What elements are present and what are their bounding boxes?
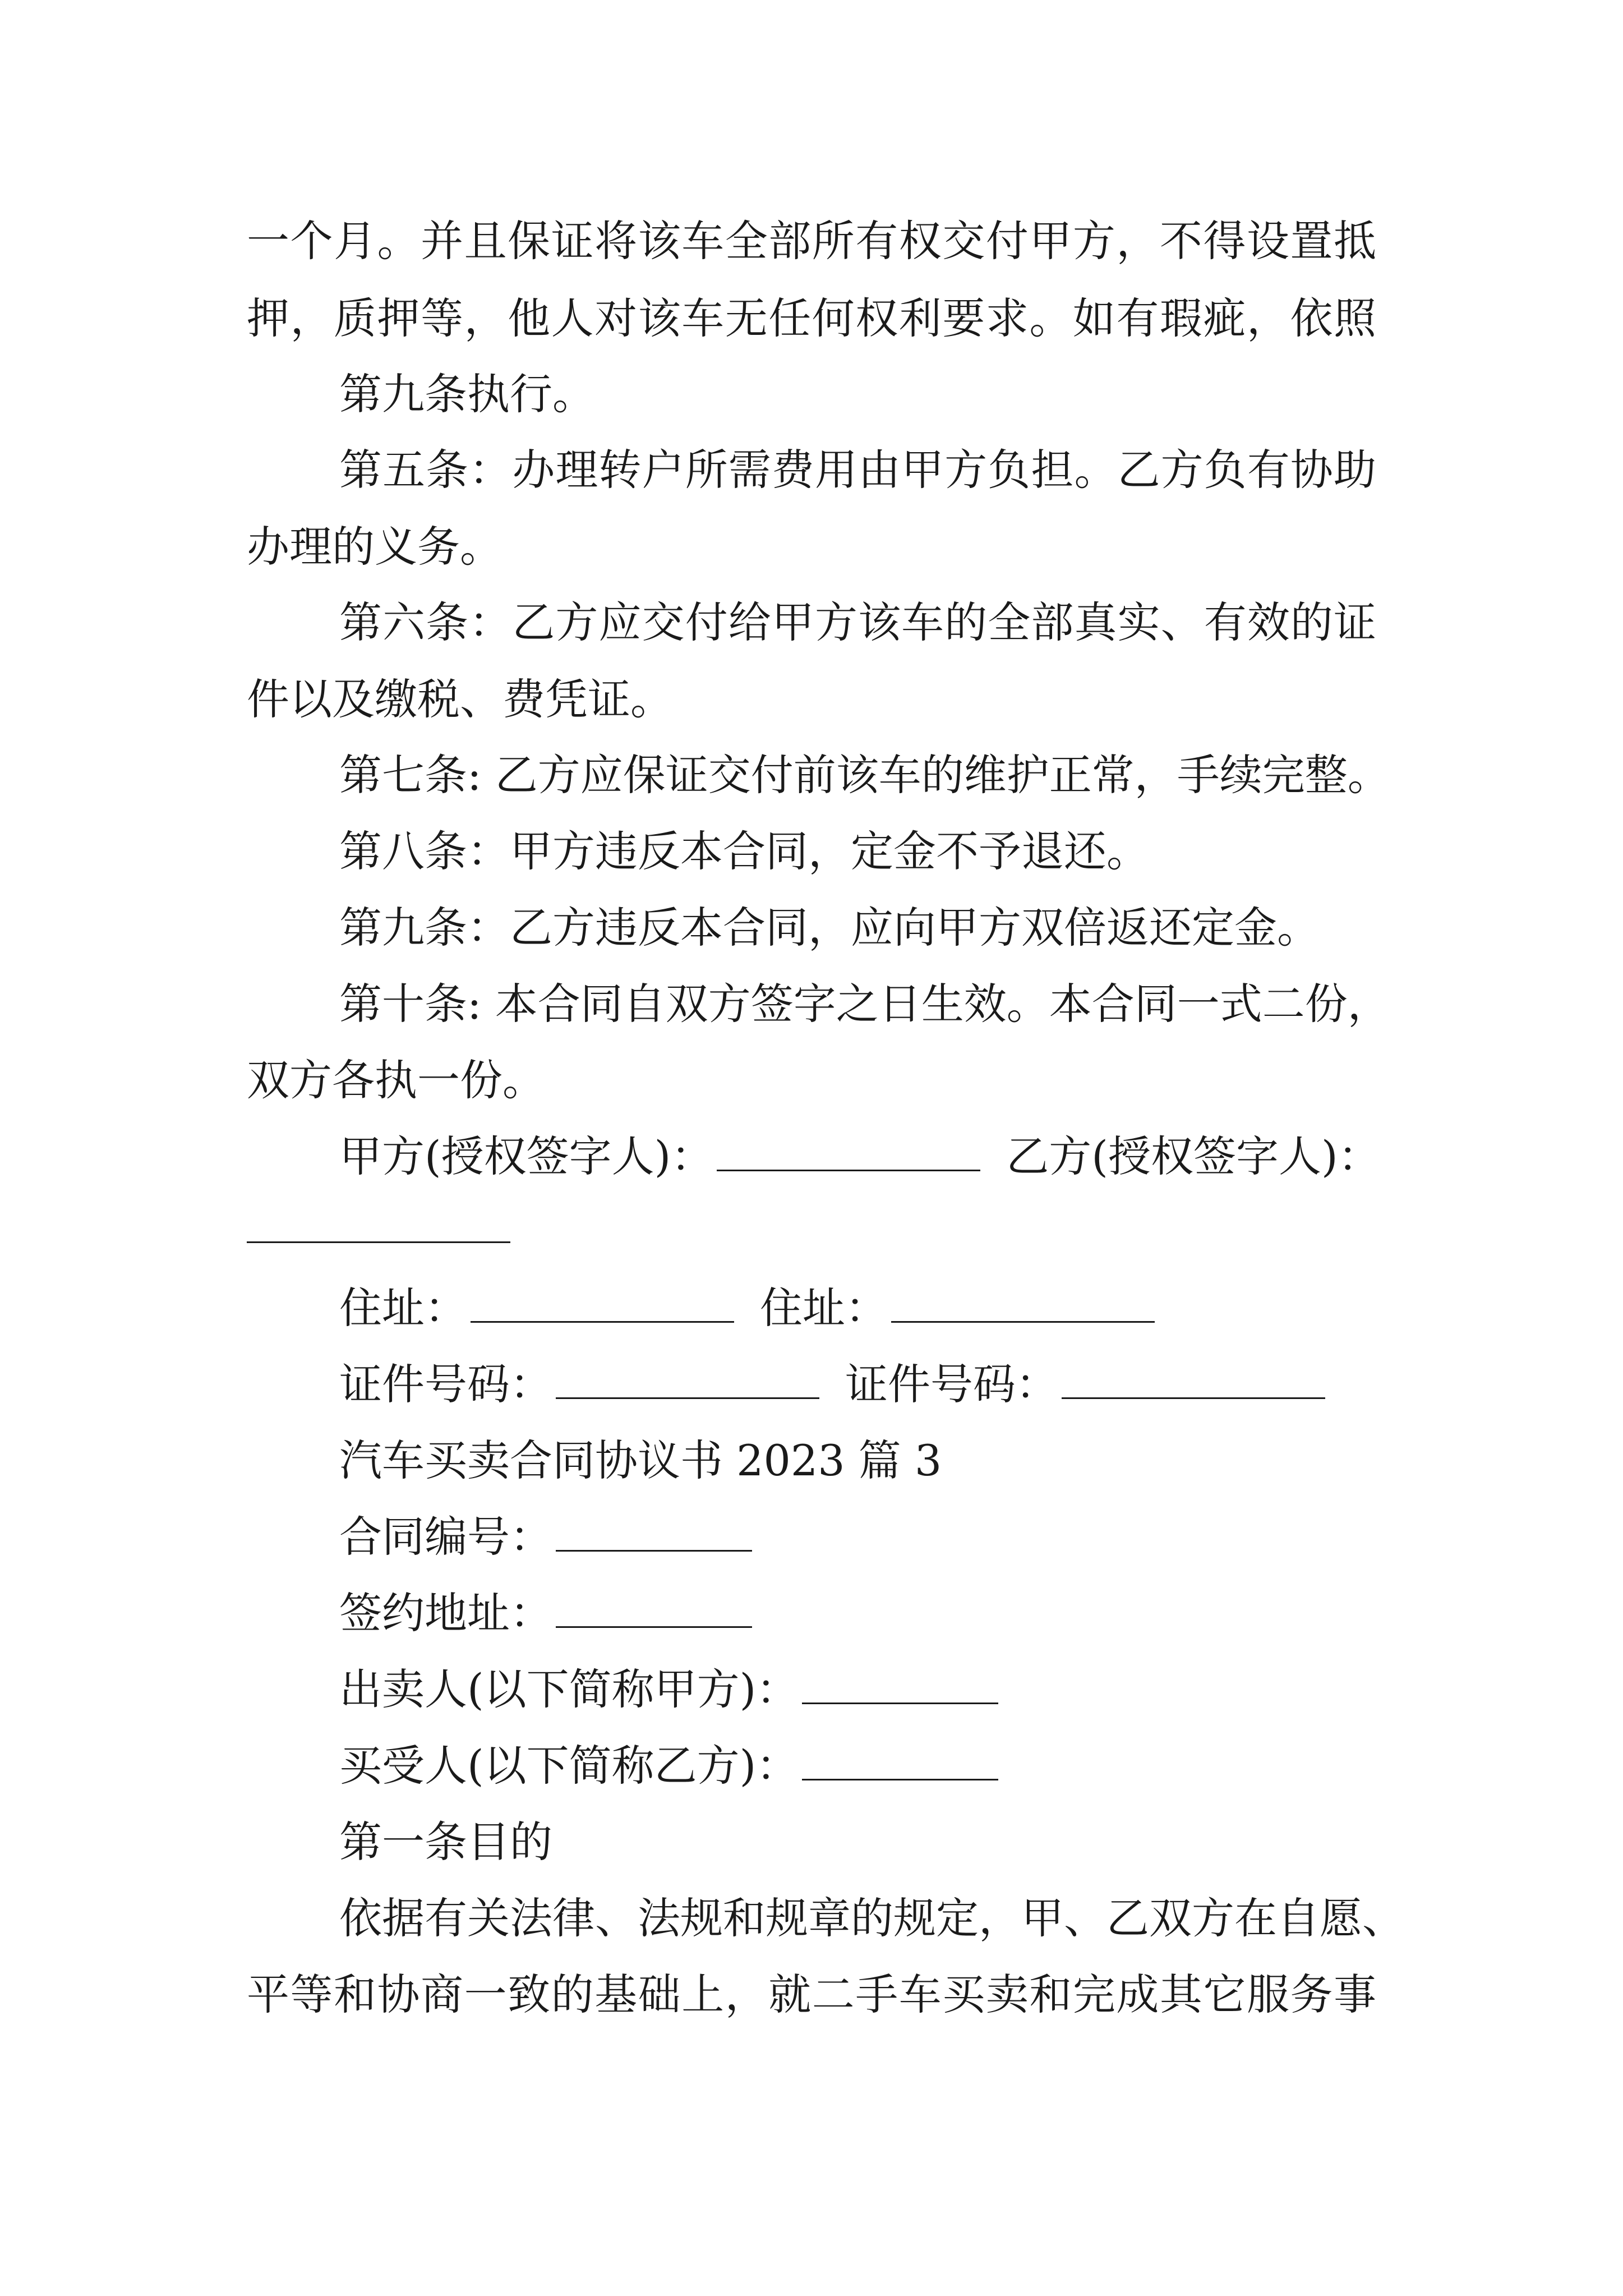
address-row	[339, 1280, 1158, 1336]
sign-place-label: 签约地址：	[339, 1588, 552, 1638]
body-line: 双方各执一份。	[247, 1055, 545, 1105]
seller-row	[339, 1662, 1002, 1718]
party-b-blank	[247, 1207, 510, 1243]
buyer-blank	[802, 1744, 998, 1780]
article-7: 第七条: 乙方应保证交付前该车的维护正常，手续完整。	[339, 750, 1390, 800]
seller-label: 出卖人(以下简称甲方)：	[339, 1664, 799, 1714]
id-b-label: 证件号码：	[845, 1359, 1058, 1409]
id-a-label: 证件号码：	[339, 1359, 552, 1409]
seller-blank	[802, 1668, 998, 1704]
contract-no-blank	[556, 1515, 752, 1552]
body-line: 依据有关法律、法规和规章的规定，甲、乙双方在自愿、	[339, 1893, 1405, 1943]
contract-no-label: 合同编号：	[339, 1512, 552, 1562]
article-10: 第十条: 本合同自双方签字之日生效。本合同一式二份，	[339, 979, 1390, 1029]
party-a-blank	[717, 1135, 980, 1171]
address-a-label: 住址：	[339, 1283, 467, 1333]
contract-no-row	[339, 1509, 755, 1565]
body-line: 一个月。并且保证将该车全部所有权交付甲方，不得设置抵	[247, 216, 1376, 266]
article-8: 第八条：甲方违反本合同，定金不予退还。	[339, 826, 1149, 876]
article-5: 第五条：办理转户所需费用由甲方负担。乙方负有协助	[339, 445, 1376, 495]
address-a-blank	[471, 1286, 734, 1323]
article-9: 第九条：乙方违反本合同，应向甲方双倍返还定金。	[339, 903, 1320, 953]
article-6: 第六条：乙方应交付给甲方该车的全部真实、有效的证	[339, 597, 1376, 647]
body-line: 件以及缴税、费凭证。	[247, 674, 673, 724]
buyer-row	[339, 1738, 1002, 1794]
body-line: 押，质押等，他人对该车无任何权利要求。如有瑕疵，依照	[247, 293, 1376, 343]
body-line: 办理的义务。	[247, 522, 502, 572]
id-row	[339, 1356, 1329, 1412]
id-a-blank	[556, 1363, 819, 1399]
article-1-title: 第一条目的	[339, 1817, 552, 1867]
id-b-blank	[1062, 1363, 1325, 1399]
sign-place-row	[339, 1585, 755, 1641]
address-b-label: 住址：	[760, 1283, 888, 1333]
buyer-label: 买受人(以下简称乙方)：	[339, 1741, 799, 1791]
party-b-blank-row	[247, 1200, 514, 1257]
body-line: 平等和协商一致的基础上，就二手车买卖和完成其它服务事	[247, 1970, 1376, 2019]
signature-row	[339, 1129, 1381, 1185]
address-b-blank	[891, 1286, 1155, 1323]
section-title: 汽车买卖合同协议书 2023 篇 3	[339, 1435, 942, 1485]
body-line: 第九条执行。	[339, 369, 595, 419]
sign-place-blank	[556, 1591, 752, 1628]
party-b-label: 乙方(授权签字人)：	[1006, 1131, 1381, 1181]
party-a-label: 甲方(授权签字人)：	[339, 1131, 714, 1181]
